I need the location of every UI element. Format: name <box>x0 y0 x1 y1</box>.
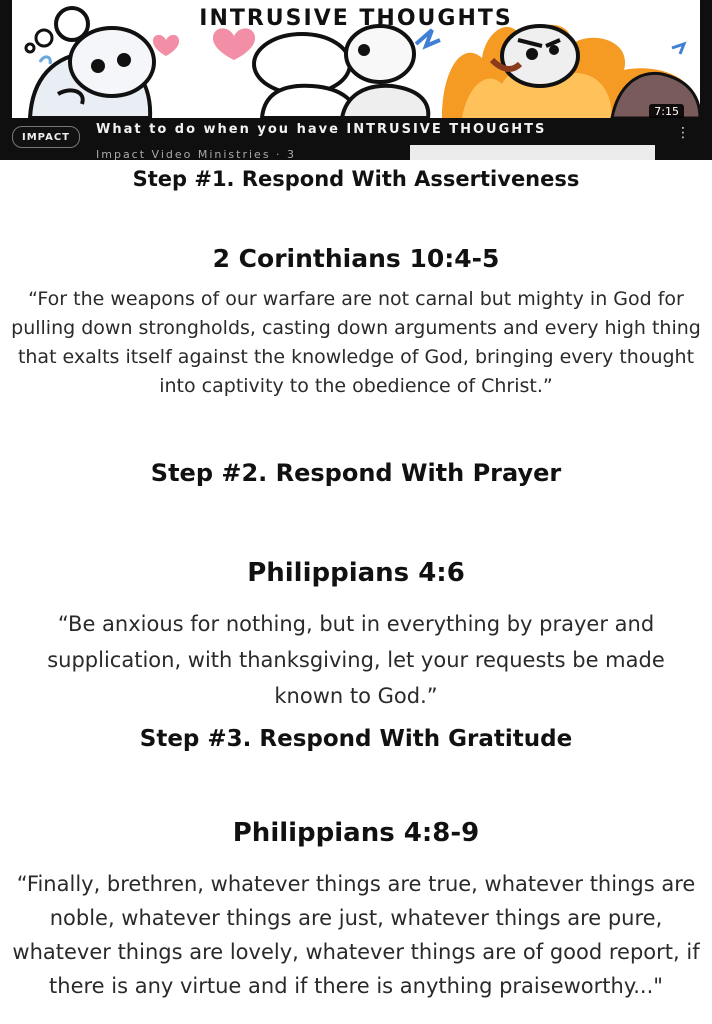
video-card[interactable] <box>0 0 712 160</box>
redacted-area <box>410 145 655 160</box>
verse-reference-3: Philippians 4:8-9 <box>232 818 480 848</box>
verse-reference-1: 2 Corinthians 10:4-5 <box>212 244 500 273</box>
more-options-icon[interactable]: ⋮ <box>676 125 690 141</box>
verse-quote-3: “Finally, brethren, whatever things are true, whatever things are noble, whatever things are just, whatever things are pure, whatever things are lovely, whatever things are of good report, if there is any virtue and if there is anything praiseworthy..." <box>12 872 700 998</box>
video-title[interactable]: What to do when you have INTRUSIVE THOUGHTS <box>96 122 547 137</box>
video-thumbnail[interactable] <box>12 0 700 118</box>
step-1-heading: Step #1. Respond With Assertiveness <box>132 167 580 191</box>
verse-quote-2: “Be anxious for nothing, but in everything by prayer and supplication, with thanksgiving, let your requests be made known to God.” <box>47 612 665 708</box>
video-duration-badge: 7:15 <box>649 104 684 118</box>
step-2-heading: Step #2. Respond With Prayer <box>150 459 562 487</box>
video-meta: Impact Video Ministries · 3 <box>96 148 297 160</box>
channel-avatar[interactable]: IMPACT <box>12 126 80 148</box>
verse-reference-2: Philippians 4:6 <box>247 558 465 588</box>
thumbnail-title: INTRUSIVE THOUGHTS <box>199 6 513 31</box>
verse-quote-1: “For the weapons of our warfare are not carnal but mighty in God for pulling down strongholds, casting down arguments and every high thing that exalts itself against the knowledge of God, bringing every thought into captivity to the obedience of Christ.” <box>11 288 701 397</box>
step-3-heading: Step #3. Respond With Gratitude <box>139 726 573 752</box>
